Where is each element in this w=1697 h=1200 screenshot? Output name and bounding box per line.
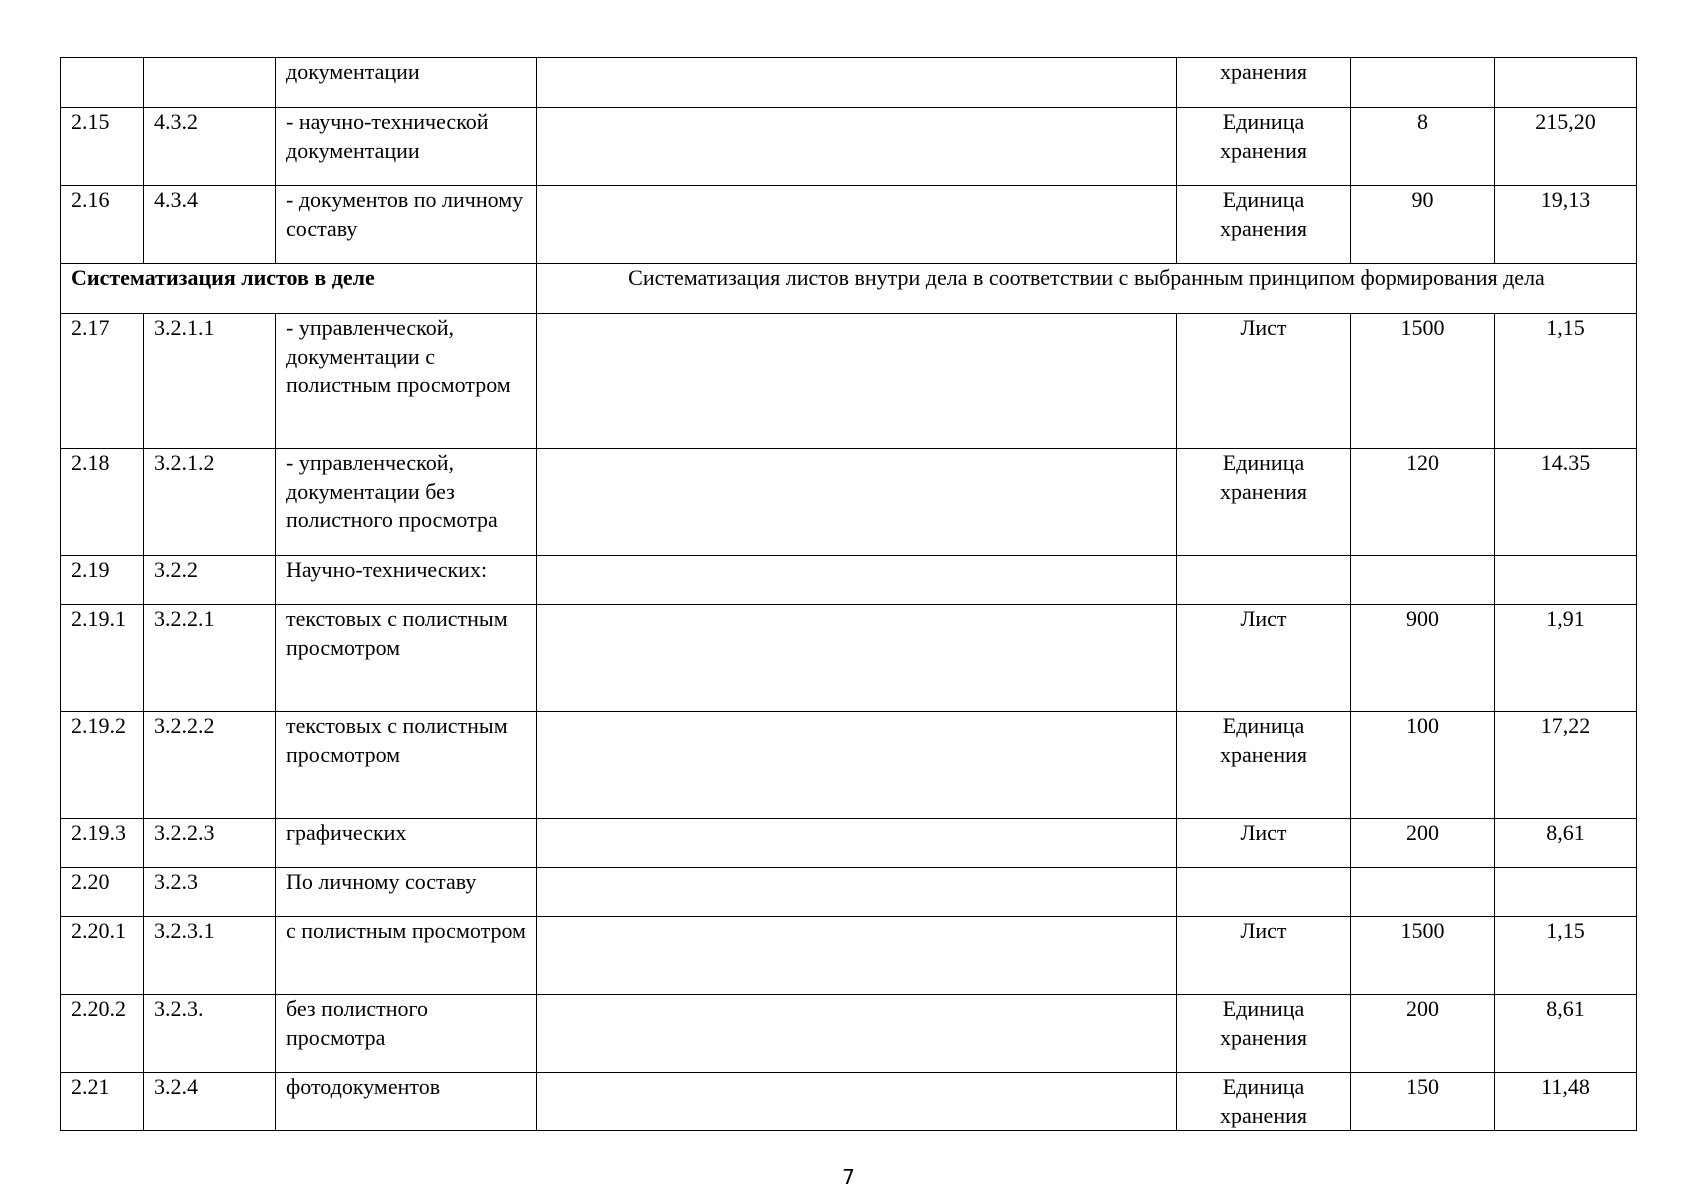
row-name: с полистным просмотром xyxy=(276,917,537,995)
row-unit: Единица хранения xyxy=(1177,712,1351,819)
row-price: 1,15 xyxy=(1495,314,1637,449)
row-number: 2.19 xyxy=(61,556,144,605)
row-description xyxy=(537,1073,1177,1131)
row-quantity: 150 xyxy=(1351,1073,1495,1131)
row-quantity xyxy=(1351,58,1495,108)
row-name: - научно-технической документации xyxy=(276,108,537,186)
row-price: 1,91 xyxy=(1495,605,1637,712)
row-code: 4.3.4 xyxy=(144,186,276,264)
table-row xyxy=(61,449,1637,556)
row-number: 2.20 xyxy=(61,868,144,917)
row-number: 2.21 xyxy=(61,1073,144,1131)
row-price xyxy=(1495,556,1637,605)
row-price: 11,48 xyxy=(1495,1073,1637,1131)
row-price: 1,15 xyxy=(1495,917,1637,995)
row-unit: Единица хранения xyxy=(1177,108,1351,186)
row-code: 3.2.2.1 xyxy=(144,605,276,712)
row-name: - управленческой, документации без полистного просмотра xyxy=(276,449,537,556)
row-unit: Единица хранения xyxy=(1177,186,1351,264)
row-quantity: 90 xyxy=(1351,186,1495,264)
table-row xyxy=(61,868,1637,917)
row-code: 3.2.2.2 xyxy=(144,712,276,819)
table-row xyxy=(61,556,1637,605)
row-unit xyxy=(1177,556,1351,605)
row-price: 19,13 xyxy=(1495,186,1637,264)
row-description xyxy=(537,108,1177,186)
row-code: 3.2.2 xyxy=(144,556,276,605)
row-number: 2.18 xyxy=(61,449,144,556)
row-description xyxy=(537,819,1177,868)
table-row xyxy=(61,1073,1637,1131)
row-name: По личному составу xyxy=(276,868,537,917)
row-unit: Лист xyxy=(1177,819,1351,868)
row-description xyxy=(537,917,1177,995)
row-description xyxy=(537,449,1177,556)
row-unit: хранения xyxy=(1177,58,1351,108)
row-code xyxy=(144,58,276,108)
table-row xyxy=(61,314,1637,449)
rates-table xyxy=(60,57,1637,1131)
row-description xyxy=(537,556,1177,605)
row-code: 3.2.1.1 xyxy=(144,314,276,449)
row-code: 3.2.1.2 xyxy=(144,449,276,556)
row-number: 2.16 xyxy=(61,186,144,264)
table-row xyxy=(61,995,1637,1073)
table-row xyxy=(61,186,1637,264)
row-name: без полистного просмотра xyxy=(276,995,537,1073)
table-row xyxy=(61,58,1637,108)
row-name: фотодокументов xyxy=(276,1073,537,1131)
row-quantity: 1500 xyxy=(1351,314,1495,449)
table-row xyxy=(61,819,1637,868)
table-row xyxy=(61,108,1637,186)
row-description xyxy=(537,58,1177,108)
row-name: Научно-технических: xyxy=(276,556,537,605)
row-number: 2.19.2 xyxy=(61,712,144,819)
row-price xyxy=(1495,868,1637,917)
row-name: - управленческой, документации с полистным просмотром xyxy=(276,314,537,449)
section-description: Систематизация листов внутри дела в соответствии с выбранным принципом формирования дела xyxy=(537,264,1637,314)
row-number: 2.17 xyxy=(61,314,144,449)
row-price: 8,61 xyxy=(1495,995,1637,1073)
table-row xyxy=(61,917,1637,995)
row-price xyxy=(1495,58,1637,108)
row-description xyxy=(537,314,1177,449)
row-price: 17,22 xyxy=(1495,712,1637,819)
table-row xyxy=(61,712,1637,819)
row-description xyxy=(537,868,1177,917)
row-number xyxy=(61,58,144,108)
row-name: документации xyxy=(276,58,537,108)
row-code: 4.3.2 xyxy=(144,108,276,186)
row-unit: Единица хранения xyxy=(1177,1073,1351,1131)
row-name: - документов по личному составу xyxy=(276,186,537,264)
row-number: 2.20.2 xyxy=(61,995,144,1073)
row-quantity: 200 xyxy=(1351,819,1495,868)
row-quantity: 1500 xyxy=(1351,917,1495,995)
row-code: 3.2.3.1 xyxy=(144,917,276,995)
row-price: 14.35 xyxy=(1495,449,1637,556)
row-unit: Лист xyxy=(1177,314,1351,449)
row-unit: Лист xyxy=(1177,917,1351,995)
row-number: 2.20.1 xyxy=(61,917,144,995)
row-description xyxy=(537,995,1177,1073)
row-unit: Единица хранения xyxy=(1177,449,1351,556)
row-name: графических xyxy=(276,819,537,868)
row-number: 2.19.3 xyxy=(61,819,144,868)
table-row xyxy=(61,605,1637,712)
row-unit: Лист xyxy=(1177,605,1351,712)
row-description xyxy=(537,605,1177,712)
row-quantity: 200 xyxy=(1351,995,1495,1073)
row-code: 3.2.2.3 xyxy=(144,819,276,868)
row-code: 3.2.3. xyxy=(144,995,276,1073)
row-unit: Единица хранения xyxy=(1177,995,1351,1073)
row-description xyxy=(537,712,1177,819)
row-quantity: 8 xyxy=(1351,108,1495,186)
row-code: 3.2.4 xyxy=(144,1073,276,1131)
row-name: текстовых с полистным просмотром xyxy=(276,712,537,819)
row-quantity: 100 xyxy=(1351,712,1495,819)
section-title: Систематизация листов в деле xyxy=(61,264,537,314)
row-quantity: 120 xyxy=(1351,449,1495,556)
row-name: текстовых с полистным просмотром xyxy=(276,605,537,712)
row-code: 3.2.3 xyxy=(144,868,276,917)
row-price: 8,61 xyxy=(1495,819,1637,868)
row-quantity xyxy=(1351,868,1495,917)
row-description xyxy=(537,186,1177,264)
row-number: 2.15 xyxy=(61,108,144,186)
row-quantity xyxy=(1351,556,1495,605)
row-quantity: 900 xyxy=(1351,605,1495,712)
row-price: 215,20 xyxy=(1495,108,1637,186)
section-row xyxy=(61,264,1637,314)
page-number: 7 xyxy=(842,1165,855,1189)
row-number: 2.19.1 xyxy=(61,605,144,712)
row-unit xyxy=(1177,868,1351,917)
